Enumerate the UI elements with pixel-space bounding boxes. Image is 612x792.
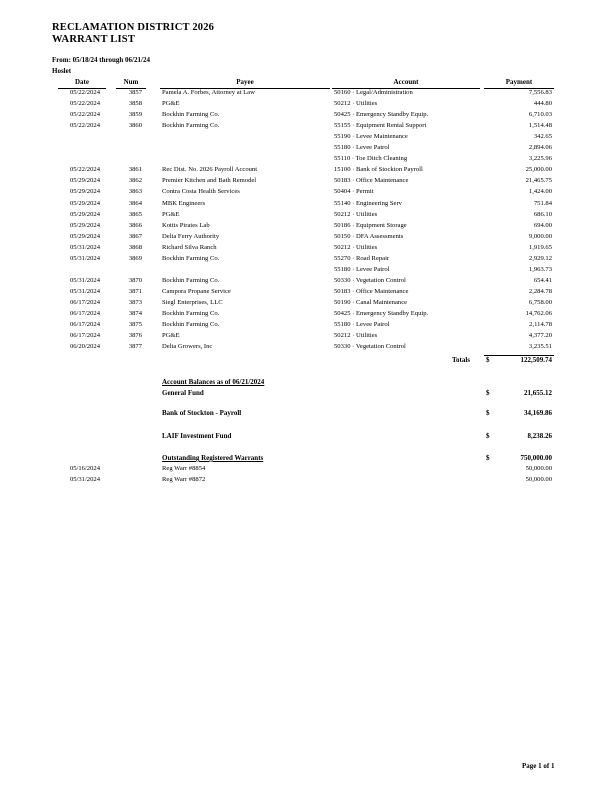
row-account: 50425 · Emergency Standby Equip.	[334, 111, 429, 119]
group-label: Hoslet	[52, 67, 72, 75]
table-row	[0, 343, 612, 354]
row-payee: Pamela A. Forbes, Attorney at Law	[162, 89, 255, 96]
row-account: 55180 · Levee Patrol	[334, 321, 390, 329]
row-num: 3869	[128, 254, 142, 262]
row-payee: PG&E	[162, 100, 180, 108]
registered-label: Reg Warr #8854	[162, 465, 206, 472]
row-account: 15100 · Bank of Stockton Payroll	[334, 166, 423, 174]
table-row	[0, 166, 612, 177]
row-num: 3866	[128, 221, 142, 229]
row-payee: Kottis Pirates Lab	[162, 221, 210, 229]
balance-currency: $	[486, 432, 490, 440]
row-account: 50404 · Permit	[334, 188, 374, 196]
row-payee: Delta Growers, Inc	[162, 343, 213, 351]
row-payment: 14,762.06	[525, 310, 552, 317]
row-payment: 686.10	[533, 210, 552, 218]
table-row	[0, 188, 612, 199]
balance-label: Bank of Stockton - Payroll	[162, 409, 242, 417]
table-row	[0, 310, 612, 321]
table-row	[0, 222, 612, 233]
row-account: 50212 · Utilities	[334, 100, 378, 108]
row-date: 05/22/2024	[69, 89, 100, 96]
row-num: 3868	[128, 243, 142, 251]
row-payee: MBK Engineers	[162, 199, 206, 207]
row-account: 55140 · Engineering Serv	[334, 199, 402, 207]
row-payee: Campora Propane Service	[162, 287, 231, 295]
row-num: 3864	[128, 199, 142, 207]
table-row	[0, 288, 612, 299]
row-payment: 694.00	[533, 221, 552, 229]
row-date: 05/29/2024	[69, 210, 100, 218]
row-num: 3876	[128, 332, 142, 340]
table-row	[0, 133, 612, 144]
totals-currency: $	[486, 356, 490, 364]
row-payee: Bockhin Farming Co.	[162, 122, 220, 130]
row-num: 3873	[128, 298, 142, 306]
row-payment: 4,377.20	[528, 332, 552, 340]
row-num: 3870	[128, 276, 142, 284]
row-payment: 342.65	[533, 133, 552, 141]
row-account: 50183 · Office Maintenance	[334, 177, 409, 185]
row-account: 50212 · Utilities	[334, 332, 378, 340]
row-num: 3875	[128, 321, 142, 329]
table-row	[0, 155, 612, 166]
row-payment: 444.80	[533, 100, 552, 108]
row-num: 3871	[128, 287, 142, 295]
row-date: 05/22/2024	[69, 122, 100, 130]
district-title: RECLAMATION DISTRICT 2026	[52, 22, 215, 33]
row-payment: 2,114.78	[529, 321, 552, 329]
row-num: 3865	[128, 210, 142, 218]
table-row	[0, 111, 612, 122]
row-payee: Bockhin Farming Co.	[162, 254, 220, 262]
row-account: 55155 · Equipment Rental Support	[334, 122, 427, 130]
row-payment: 7,556.83	[528, 89, 552, 96]
row-date: 06/17/2024	[69, 298, 100, 306]
table-row	[0, 200, 612, 211]
balance-label: Outstanding Registered Warrants	[162, 454, 264, 462]
table-row	[0, 211, 612, 222]
registered-date: 05/16/2024	[69, 465, 100, 472]
registered-amount: 50,000.00	[525, 476, 552, 483]
table-row	[0, 100, 612, 111]
registered-warrant-row	[0, 476, 612, 487]
row-account: 50150 · DFA Assessments	[334, 232, 404, 240]
table-row	[0, 233, 612, 244]
row-payee: Richard Silva Ranch	[162, 243, 217, 251]
row-num: 3860	[128, 122, 142, 130]
row-account: 50183 · Office Maintenance	[334, 287, 409, 295]
row-date: 05/22/2024	[69, 166, 100, 174]
row-account: 55180 · Levee Patrol	[334, 265, 390, 273]
row-account: 50330 · Vegetation Control	[334, 343, 406, 351]
row-payee: Rec Dist. No. 2026 Payroll Account	[162, 166, 258, 174]
row-payment: 1,514.48	[528, 122, 552, 130]
row-payee: Siegl Enterprises, LLC	[162, 298, 223, 306]
row-num: 3858	[128, 100, 142, 108]
row-account: 50330 · Vegetation Control	[334, 276, 406, 284]
row-date: 05/31/2024	[69, 287, 100, 295]
row-payment: 25,000.00	[525, 166, 552, 174]
row-num: 3862	[128, 177, 142, 185]
row-date: 05/29/2024	[69, 177, 100, 185]
row-payment: 3,235.51	[528, 343, 552, 351]
balance-amount: 8,238.26	[527, 432, 552, 440]
table-row	[0, 177, 612, 188]
row-payment: 1,963.73	[528, 265, 552, 273]
row-num: 3857	[128, 89, 142, 96]
balance-currency: $	[486, 389, 490, 397]
row-date: 05/31/2024	[69, 254, 100, 262]
registered-amount: 50,000.00	[525, 465, 552, 472]
totals-label: Totals	[452, 356, 471, 364]
row-date: 05/31/2024	[69, 243, 100, 251]
row-payee: Contra Costa Health Services	[162, 188, 240, 196]
row-date: 05/29/2024	[69, 221, 100, 229]
row-date: 05/22/2024	[69, 100, 100, 108]
row-num: 3874	[128, 310, 142, 317]
registered-warrant-row	[0, 465, 612, 476]
table-row	[0, 266, 612, 277]
row-account: 50160 · Legal/Administration	[334, 89, 413, 96]
row-num: 3877	[128, 343, 142, 351]
balances-heading: Account Balances as of 06/21/2024	[162, 378, 265, 386]
registered-label: Reg Warr #8872	[162, 476, 206, 483]
row-payment: 21,465.75	[525, 177, 552, 185]
table-row	[0, 255, 612, 266]
row-payment: 2,284.78	[528, 287, 552, 295]
row-payment: 2,929.12	[528, 254, 552, 262]
row-date: 05/22/2024	[69, 111, 100, 119]
row-date: 05/31/2024	[69, 276, 100, 284]
row-payment: 6,710.03	[528, 111, 552, 119]
table-row	[0, 89, 612, 100]
row-payment: 1,919.65	[528, 243, 552, 251]
table-row	[0, 321, 612, 332]
row-num: 3859	[128, 111, 142, 119]
date-range: From: 05/18/24 through 06/21/24	[52, 56, 150, 64]
page-number: Page 1 of 1	[522, 762, 555, 770]
row-date: 05/29/2024	[69, 188, 100, 196]
row-payee: PG&E	[162, 210, 180, 218]
col-header-num: Num	[123, 78, 139, 86]
row-payee: Bockhin Farming Co.	[162, 321, 220, 329]
table-row	[0, 332, 612, 343]
row-num: 3867	[128, 232, 142, 240]
row-payee: Delta Ferry Authority	[162, 232, 220, 240]
table-row	[0, 122, 612, 133]
balance-label: LAIF Investment Fund	[162, 432, 232, 440]
row-date: 06/17/2024	[69, 332, 100, 340]
table-row	[0, 244, 612, 255]
balance-amount: 21,655.12	[524, 389, 552, 397]
row-payment: 1,424.00	[528, 188, 552, 196]
col-header-payee: Payee	[236, 78, 254, 86]
row-date: 06/17/2024	[69, 310, 100, 317]
col-header-payment: Payment	[505, 78, 533, 86]
table-row	[0, 277, 612, 288]
balance-amount: 750,000.00	[520, 454, 552, 462]
totals-amount: 122,509.74	[520, 356, 552, 364]
row-account: 55180 · Levee Patrol	[334, 144, 390, 152]
balance-amount: 34,169.86	[524, 409, 552, 417]
row-num: 3863	[128, 188, 142, 196]
row-account: 55190 · Levee Maintenance	[334, 133, 408, 141]
row-payment: 9,000.00	[528, 232, 552, 240]
col-header-account: Account	[393, 78, 419, 86]
row-payment: 6,758.00	[528, 298, 552, 306]
row-account: 50190 · Canal Maintenance	[334, 298, 408, 306]
row-payee: Bockhin Farming Co.	[162, 276, 220, 284]
row-date: 05/29/2024	[69, 199, 100, 207]
table-row	[0, 144, 612, 155]
registered-date: 05/31/2024	[69, 476, 100, 483]
row-payment: 2,894.06	[528, 144, 552, 152]
row-account: 50425 · Emergency Standby Equip.	[334, 310, 429, 317]
row-date: 06/20/2024	[69, 343, 100, 351]
row-account: 50186 · Equipment Storage	[334, 221, 407, 229]
row-payment: 751.84	[533, 199, 552, 207]
row-account: 50212 · Utilities	[334, 210, 378, 218]
balance-currency: $	[486, 454, 490, 462]
row-payee: PG&E	[162, 332, 180, 340]
balance-label: General Fund	[162, 389, 204, 397]
report-title: WARRANT LIST	[52, 34, 136, 45]
row-account: 55270 · Road Repair	[334, 254, 390, 262]
row-date: 06/17/2024	[69, 321, 100, 329]
table-row	[0, 299, 612, 310]
row-payee: Bockhin Farming Co.	[162, 310, 220, 317]
row-payee: Premier Kitchen and Bath Remodel	[162, 177, 257, 185]
row-account: 50212 · Utilities	[334, 243, 378, 251]
row-payee: Bockhin Farming Co.	[162, 111, 220, 119]
balance-currency: $	[486, 409, 490, 417]
row-account: 55110 · Toe Ditch Cleaning	[334, 155, 408, 163]
row-payment: 3,225.96	[528, 155, 552, 163]
row-date: 05/29/2024	[69, 232, 100, 240]
row-num: 3861	[128, 166, 142, 174]
col-header-date: Date	[75, 78, 89, 86]
row-payment: 654.41	[533, 276, 552, 284]
